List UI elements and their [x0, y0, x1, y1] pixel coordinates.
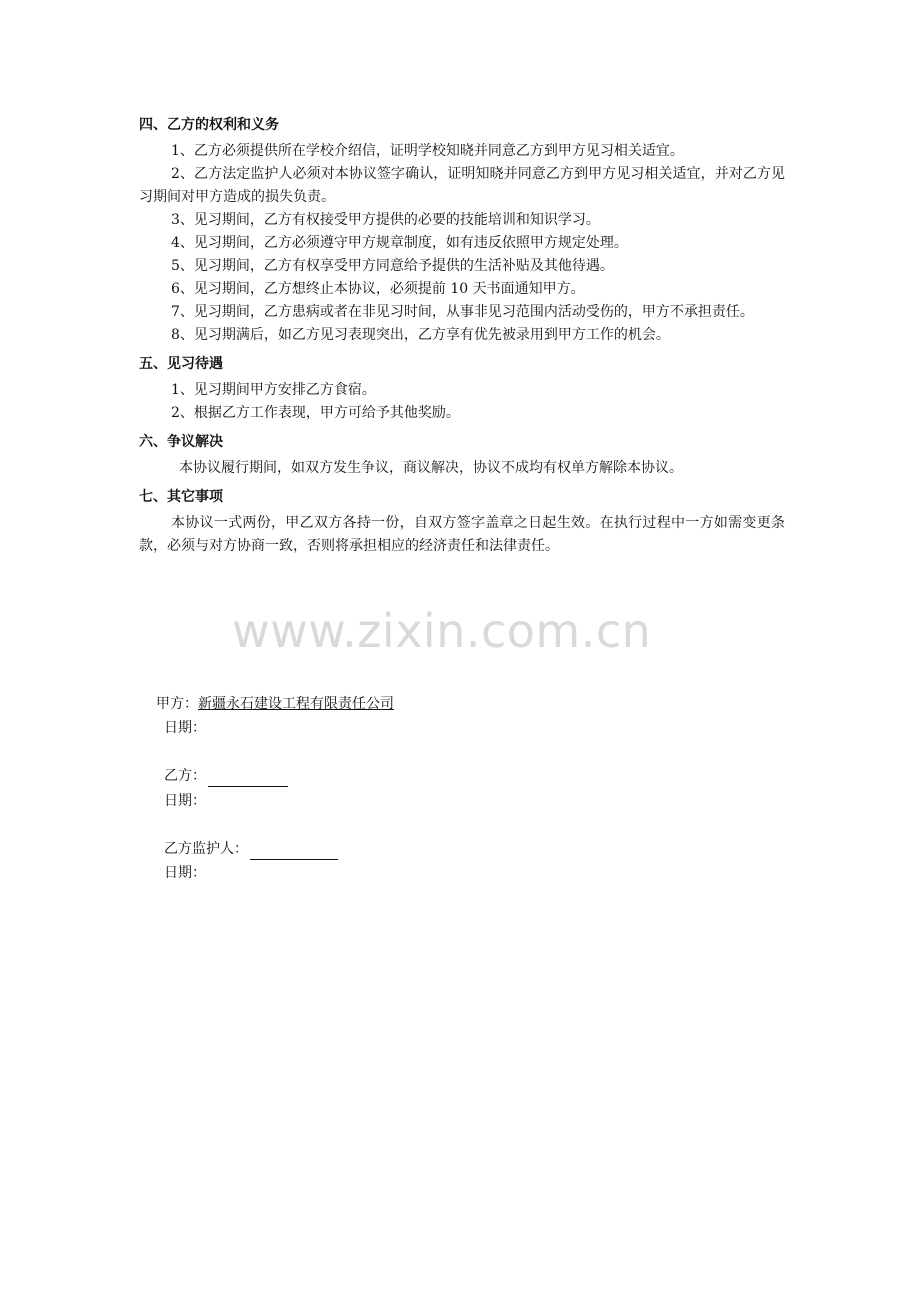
clause: 本协议履行期间，如双方发生争议，商议解决，协议不成均有权单方解除本协议。 [179, 460, 683, 476]
agreement-body [139, 114, 785, 560]
guardian-line [164, 838, 338, 860]
party-b-signature-blank[interactable] [208, 770, 288, 787]
clause: 8、见习期满后，如乙方见习表现突出，乙方享有优先被录用到甲方工作的机会。 [171, 327, 670, 343]
clause: 5、见习期间，乙方有权享受甲方同意给予提供的生活补贴及其他待遇。 [171, 258, 614, 274]
section-heading: 五、见习待遇 [139, 356, 223, 372]
guardian-date: 日期： [164, 865, 206, 881]
clause: 3、见习期间，乙方有权接受甲方提供的必要的技能培训和知识学习。 [171, 212, 600, 228]
section-dispute-resolution [139, 431, 785, 480]
party-b-label: 乙方： [164, 768, 206, 784]
clause: 本协议一式两份，甲乙双方各持一份，自双方签字盖章之日起生效。在执行过程中一方如需变更条款，必须与对方协商一致，否则将承担相应的经济责任和法律责任。 [139, 515, 785, 554]
clause: 1、乙方必须提供所在学校介绍信，证明学校知晓并同意乙方到甲方见习相关适宜。 [171, 143, 684, 159]
section-other-matters [139, 486, 785, 558]
party-a-line [156, 693, 394, 715]
party-b-date: 日期： [164, 793, 206, 809]
party-a-date: 日期： [164, 720, 206, 736]
clause: 2、乙方法定监护人必须对本协议签字确认，证明知晓并同意乙方到甲方见习相关适宜，并对乙方见习期间对甲方造成的损失负责。 [139, 166, 785, 205]
clause: 4、见习期间，乙方必须遵守甲方规章制度，如有违反依照甲方规定处理。 [171, 235, 628, 251]
clause: 1、见习期间甲方安排乙方食宿。 [171, 382, 376, 398]
party-b-line [164, 765, 288, 787]
clause: 2、根据乙方工作表现，甲方可给予其他奖励。 [171, 405, 460, 421]
section-heading: 六、争议解决 [139, 434, 223, 450]
section-heading: 七、其它事项 [139, 489, 223, 505]
clause: 7、见习期间，乙方患病或者在非见习时间，从事非见习范围内活动受伤的，甲方不承担责任。 [171, 304, 754, 320]
guardian-label: 乙方监护人： [164, 841, 248, 857]
section-heading: 四、乙方的权利和义务 [139, 117, 279, 133]
party-a-label: 甲方： [156, 696, 198, 712]
section-internship-benefits [139, 353, 785, 425]
section-rights-obligations [139, 114, 785, 347]
clause: 6、见习期间，乙方想终止本协议，必须提前 10 天书面通知甲方。 [171, 281, 585, 297]
party-a-name: 新疆永石建设工程有限责任公司 [198, 696, 394, 712]
guardian-signature-blank[interactable] [250, 843, 338, 860]
watermark: www.zixin.com.cn [232, 604, 652, 658]
